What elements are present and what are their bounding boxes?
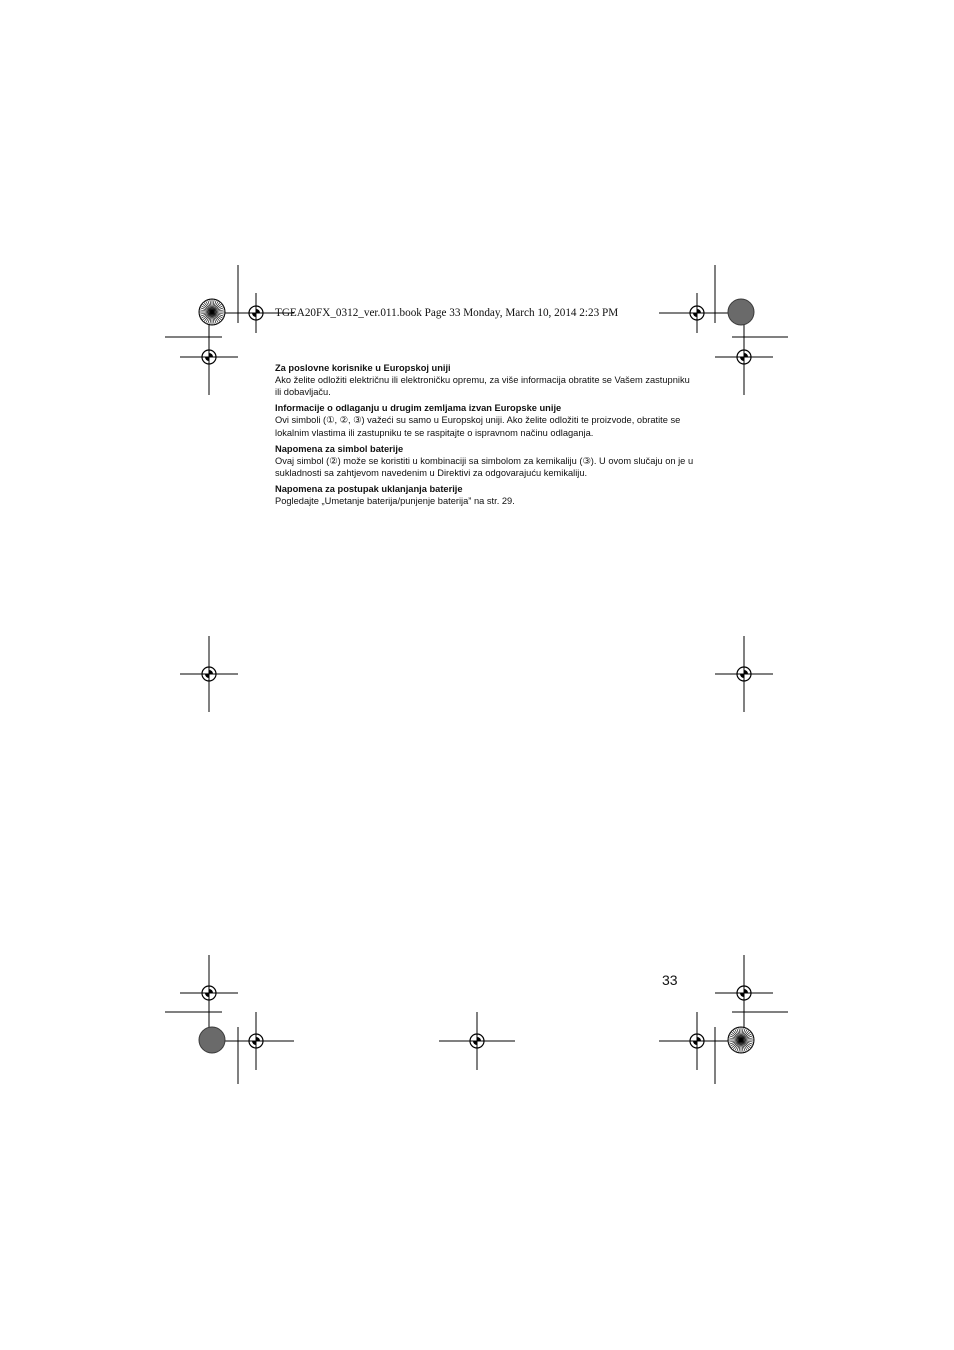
section-body: Pogledajte „Umetanje baterija/punjenje baterija” na str. 29. — [275, 496, 515, 507]
starburst-mark — [728, 1027, 754, 1053]
grey-density-mark — [728, 299, 754, 325]
starburst-mark — [199, 299, 225, 325]
registration-mark — [180, 955, 238, 1031]
registration-mark — [180, 319, 238, 395]
registration-mark — [715, 319, 773, 395]
section-business-users — [275, 362, 695, 398]
grey-density-mark — [199, 1027, 225, 1053]
page-number: 33 — [662, 972, 678, 988]
registration-mark — [218, 1012, 294, 1070]
section-body: Ako želite odložiti električnu ili elektroničku opremu, za više informacija obratite se Vašem zastupniku ili dobavljaču. — [275, 375, 690, 398]
section-battery-removal — [275, 483, 695, 507]
section-body: Ovi simboli (①, ②, ③) važeći su samo u Europskoj uniji. Ako želite odložiti te proizvode, obratite se lokalnim vlastima ili zastupniku te se raspitajte o ispravnom načinu odlaganja. — [275, 415, 681, 438]
registration-mark — [715, 955, 773, 1031]
registration-mark — [715, 636, 773, 712]
registration-mark — [439, 1012, 515, 1070]
content — [275, 362, 695, 511]
section-battery-symbol — [275, 443, 695, 479]
section-other-countries — [275, 402, 695, 438]
section-title: Napomena za postupak uklanjanja baterije — [275, 484, 463, 495]
registration-mark — [659, 293, 735, 333]
registration-mark — [659, 1012, 735, 1070]
section-body: Ovaj simbol (②) može se koristiti u kombinaciji sa simbolom za kemikaliju (③). U ovom slučaju on je u sukladnosti sa zahtjevom navedenim u Direktivi za odgovarajuću kemikaliju. — [275, 455, 694, 479]
book-header: TGEA20FX_0312_ver.011.book Page 33 Monday, March 10, 2014 2:23 PM — [275, 307, 619, 319]
section-title: Informacije o odlaganju u drugim zemljama izvan Europske unije — [275, 403, 562, 414]
section-title: Napomena za simbol baterije — [275, 443, 404, 454]
registration-mark — [180, 636, 238, 712]
section-title: Za poslovne korisnike u Europskoj uniji — [275, 363, 451, 373]
